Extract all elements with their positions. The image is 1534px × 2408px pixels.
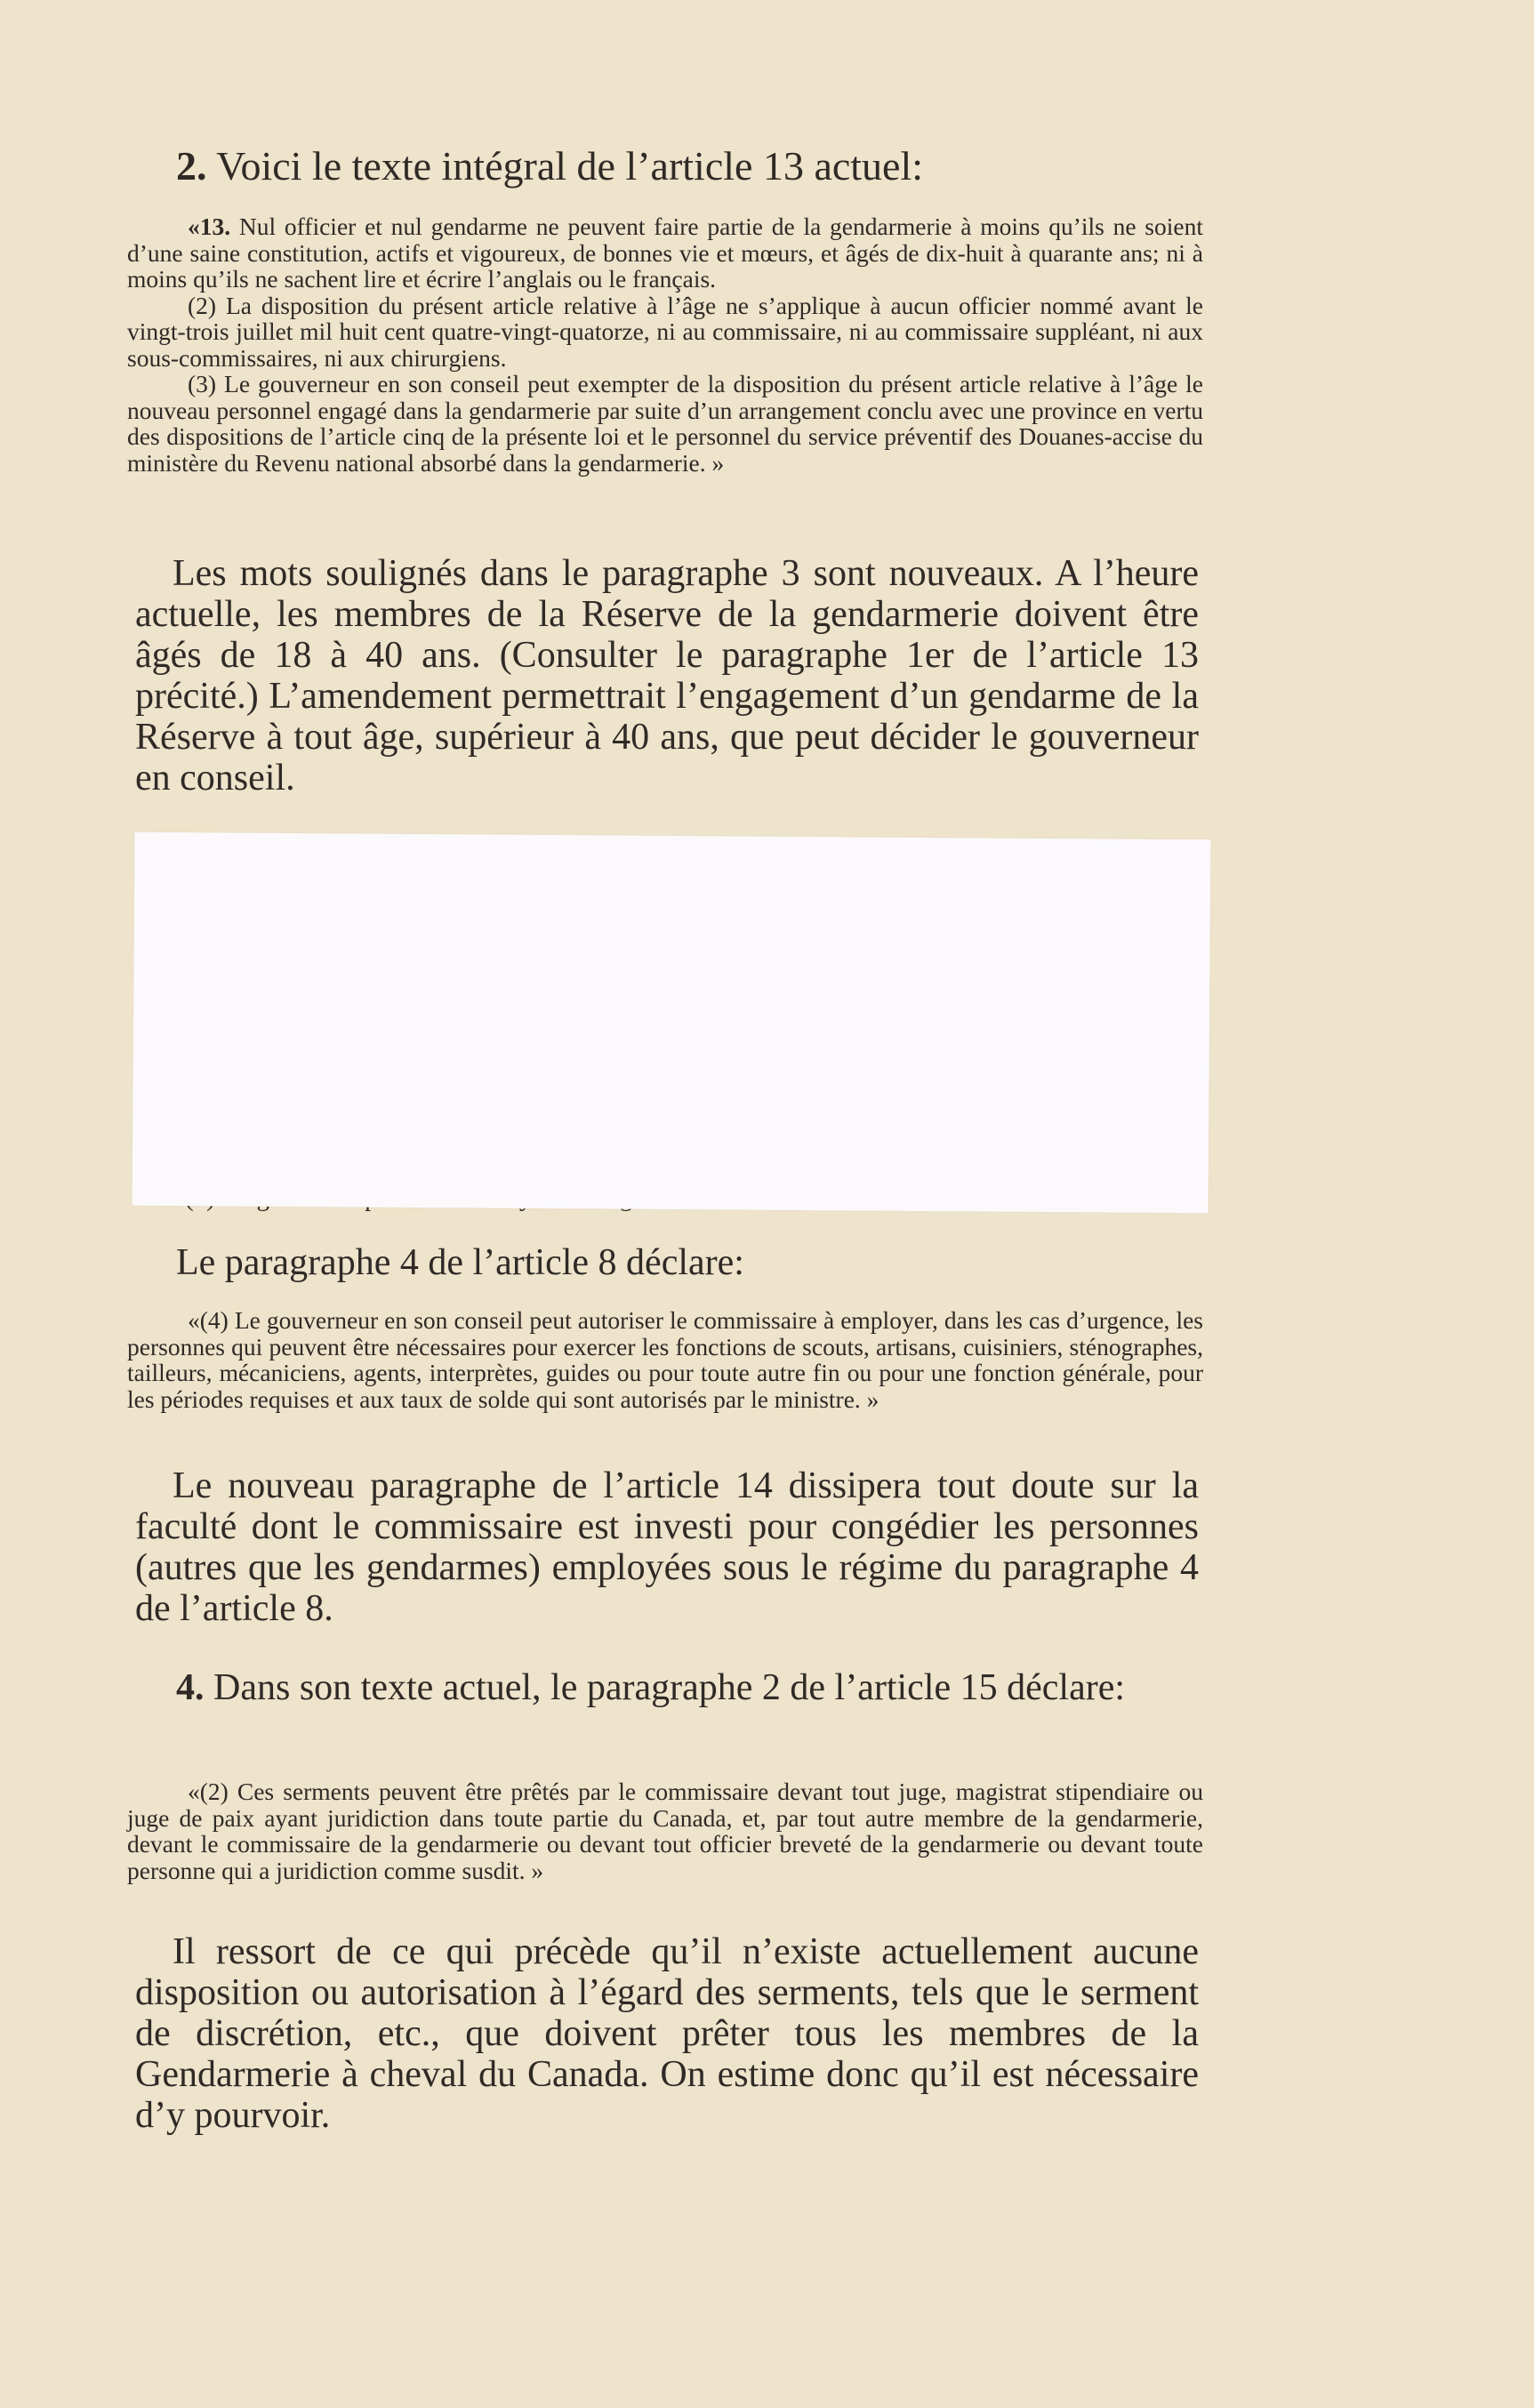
section-number: 4. — [176, 1667, 205, 1708]
quote-article-8: «(4) Le gouverneur en son conseil peut autoriser le commissaire à employer, dans les cas d’urgence, les personnes qui peuvent être nécessaires pour exercer les fonctions de scouts, artisans, cuisiniers, sténographes, tailleurs, mécaniciens, agents, interprètes, guides ou pour toute autre fin ou pour une fonction générale, pour les périodes requises et aux taux de solde qui sont autorisés par le ministre. » — [127, 1306, 1203, 1413]
quote-paragraph-1: «13. Nul officier et nul gendarme ne peuvent faire partie de la gendarmerie à moins qu’ils ne soient d’une saine constitution, actifs et vigoureux, de bonnes vie et mœurs, et âgés de dix-huit à quarante ans; ni à moins qu’ils ne sachent lire et écrire l’anglais ou le français. — [127, 213, 1203, 293]
section-text: Voici le texte intégral de l’article 13 actuel: — [206, 143, 924, 189]
quote-paragraph-2: (2) La disposition du présent article relative à l’âge ne s’applique à aucun officier nommé avant le vingt-trois juillet mil huit cent quatre-vingt-quatorze, ni au commissaire, ni au commissaire suppléant, ni aux sous-commissaires, ni aux chirurgiens. — [127, 291, 1203, 372]
section-4-heading — [176, 1667, 1199, 1708]
article-number: «13. — [188, 213, 231, 240]
section-number: 2. — [176, 143, 207, 189]
paragraph-nouveau: Le nouveau paragraphe de l’article 14 dissipera tout doute sur la faculté dont le commissaire est investi pour congédier les personnes (autres que les gendarmes) employées sous le régime du paragraphe 4 de l’article 8. — [135, 1465, 1199, 1629]
quote-article-15: «(2) Ces serments peuvent être prêtés par le commissaire devant tout juge, magistrat stipendiaire ou juge de paix ayant juridiction dans toute partie du Canada, et, par tout autre membre de la gendarmerie, devant le commissaire de la gendarmerie ou devant tout officier breveté de la gendarmerie ou devant toute personne qui a juridiction comme susdit. » — [127, 1778, 1203, 1884]
paragraph-mots-soulignes: Les mots soulignés dans le paragraphe 3 sont nouveaux. A l’heure actuelle, les membres de la Réserve de la gendarmerie doivent être âgés de 18 à 40 ans. (Consulter le paragraphe 1er de l’article 13 précité.) L’amendement permettrait l’engagement d’un gendarme de la Réserve à tout âge, supérieur à 40 ans, que peut décider le gouverneur en conseil. — [135, 553, 1199, 799]
redaction-patch — [133, 832, 1211, 1213]
heading-article-8: Le paragraphe 4 de l’article 8 déclare: — [176, 1242, 744, 1283]
section-2-heading — [176, 142, 1199, 190]
section-text: Dans son texte actuel, le paragraphe 2 de l’article 15 déclare: — [204, 1667, 1126, 1708]
quote-paragraph-3: (3) Le gouverneur en son conseil peut exempter de la disposition du présent article relative à l’âge le nouveau personnel engagé dans la gendarmerie par suite d’un arrangement conclu avec une province en vertu des dispositions de l’article cinq de la présente loi et le personnel du service préventif des Douanes-accise du ministère du Revenu national absorbé dans la gendarmerie. » — [127, 370, 1203, 477]
quote-article-13 — [127, 213, 1203, 476]
paragraph-ressort: Il ressort de ce qui précède qu’il n’existe actuellement aucune disposition ou autorisation à l’égard des serments, tels que le serment de discrétion, etc., que doivent prêter tous les membres de la Gendarmerie à cheval du Canada. On estime donc qu’il est nécessaire d’y pourvoir. — [135, 1931, 1199, 2136]
